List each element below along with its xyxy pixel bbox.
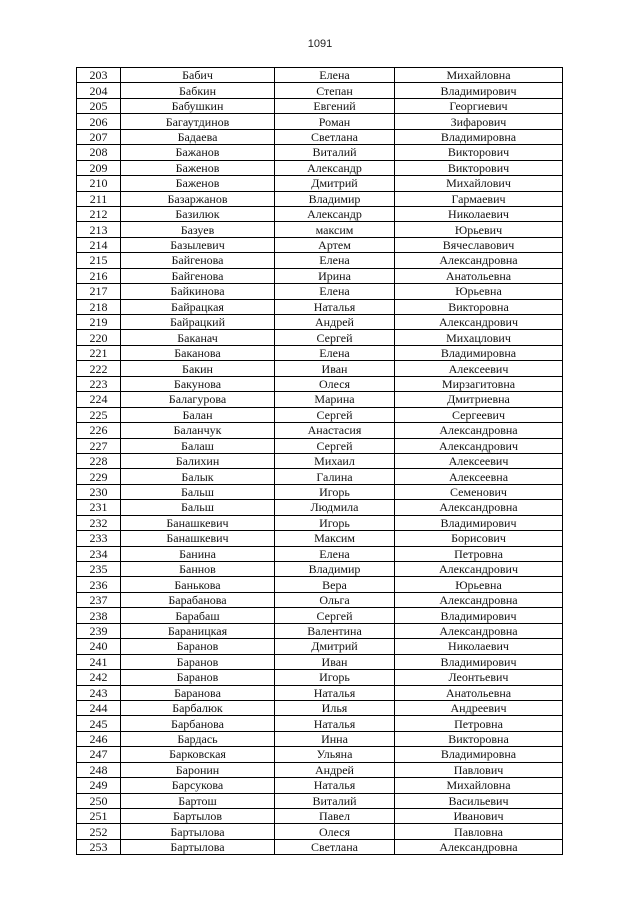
row-number-cell: 207 xyxy=(77,129,121,144)
patronymic-cell: Алексеевна xyxy=(395,469,563,484)
table-row xyxy=(77,253,563,268)
patronymic-cell: Владимировна xyxy=(395,345,563,360)
patronymic-cell: Владимирович xyxy=(395,608,563,623)
first-name-cell: Владимир xyxy=(275,191,395,206)
patronymic-cell: Дмитриевна xyxy=(395,392,563,407)
last-name-cell: Базуев xyxy=(121,222,275,237)
last-name-cell: Баранов xyxy=(121,670,275,685)
last-name-cell: Бабич xyxy=(121,68,275,83)
row-number-cell: 235 xyxy=(77,562,121,577)
last-name-cell: Бакунова xyxy=(121,376,275,391)
last-name-cell: Барабаш xyxy=(121,608,275,623)
first-name-cell: Сергей xyxy=(275,608,395,623)
first-name-cell: Ирина xyxy=(275,268,395,283)
table-row xyxy=(77,453,563,468)
patronymic-cell: Георгиевич xyxy=(395,98,563,113)
row-number-cell: 238 xyxy=(77,608,121,623)
last-name-cell: Бадаева xyxy=(121,129,275,144)
last-name-cell: Бартош xyxy=(121,793,275,808)
first-name-cell: Сергей xyxy=(275,438,395,453)
row-number-cell: 243 xyxy=(77,685,121,700)
patronymic-cell: Александровна xyxy=(395,623,563,638)
last-name-cell: Бардась xyxy=(121,731,275,746)
row-number-cell: 240 xyxy=(77,639,121,654)
last-name-cell: Банькова xyxy=(121,577,275,592)
first-name-cell: Степан xyxy=(275,83,395,98)
last-name-cell: Банашкевич xyxy=(121,531,275,546)
row-number-cell: 250 xyxy=(77,793,121,808)
table-row xyxy=(77,284,563,299)
first-name-cell: Игорь xyxy=(275,484,395,499)
row-number-cell: 214 xyxy=(77,237,121,252)
table-row xyxy=(77,98,563,113)
last-name-cell: Байрацкий xyxy=(121,315,275,330)
first-name-cell: Людмила xyxy=(275,500,395,515)
row-number-cell: 228 xyxy=(77,453,121,468)
last-name-cell: Балаш xyxy=(121,438,275,453)
table-row xyxy=(77,299,563,314)
patronymic-cell: Александровна xyxy=(395,253,563,268)
row-number-cell: 203 xyxy=(77,68,121,83)
row-number-cell: 227 xyxy=(77,438,121,453)
first-name-cell: Илья xyxy=(275,700,395,715)
first-name-cell: Михаил xyxy=(275,453,395,468)
patronymic-cell: Анатольевна xyxy=(395,268,563,283)
patronymic-cell: Николаевич xyxy=(395,206,563,221)
row-number-cell: 209 xyxy=(77,160,121,175)
table-row xyxy=(77,685,563,700)
table-row xyxy=(77,268,563,283)
table-row xyxy=(77,639,563,654)
last-name-cell: Баронин xyxy=(121,762,275,777)
patronymic-cell: Александрович xyxy=(395,438,563,453)
first-name-cell: Светлана xyxy=(275,129,395,144)
last-name-cell: Байгенова xyxy=(121,268,275,283)
first-name-cell: Валентина xyxy=(275,623,395,638)
patronymic-cell: Андреевич xyxy=(395,700,563,715)
last-name-cell: Багаутдинов xyxy=(121,114,275,129)
last-name-cell: Базаржанов xyxy=(121,191,275,206)
patronymic-cell: Гармаевич xyxy=(395,191,563,206)
patronymic-cell: Викторовна xyxy=(395,299,563,314)
row-number-cell: 221 xyxy=(77,345,121,360)
patronymic-cell: Вячеславович xyxy=(395,237,563,252)
row-number-cell: 229 xyxy=(77,469,121,484)
row-number-cell: 223 xyxy=(77,376,121,391)
last-name-cell: Бальш xyxy=(121,500,275,515)
table-row xyxy=(77,515,563,530)
table-row xyxy=(77,392,563,407)
row-number-cell: 224 xyxy=(77,392,121,407)
patronymic-cell: Анатольевна xyxy=(395,685,563,700)
patronymic-cell: Владимировна xyxy=(395,747,563,762)
first-name-cell: Иван xyxy=(275,654,395,669)
last-name-cell: Бальш xyxy=(121,484,275,499)
patronymic-cell: Иванович xyxy=(395,809,563,824)
first-name-cell: максим xyxy=(275,222,395,237)
row-number-cell: 208 xyxy=(77,145,121,160)
last-name-cell: Байкинова xyxy=(121,284,275,299)
first-name-cell: Дмитрий xyxy=(275,639,395,654)
table-row xyxy=(77,824,563,839)
last-name-cell: Барбанова xyxy=(121,716,275,731)
table-row xyxy=(77,129,563,144)
table-row xyxy=(77,716,563,731)
first-name-cell: Елена xyxy=(275,345,395,360)
row-number-cell: 211 xyxy=(77,191,121,206)
last-name-cell: Барбалюк xyxy=(121,700,275,715)
first-name-cell: Олеся xyxy=(275,824,395,839)
patronymic-cell: Борисович xyxy=(395,531,563,546)
row-number-cell: 249 xyxy=(77,778,121,793)
first-name-cell: Дмитрий xyxy=(275,176,395,191)
first-name-cell: Андрей xyxy=(275,762,395,777)
row-number-cell: 247 xyxy=(77,747,121,762)
patronymic-cell: Семенович xyxy=(395,484,563,499)
first-name-cell: Виталий xyxy=(275,145,395,160)
table-row xyxy=(77,778,563,793)
row-number-cell: 213 xyxy=(77,222,121,237)
patronymic-cell: Мирзагитовна xyxy=(395,376,563,391)
table-row xyxy=(77,809,563,824)
name-list-body xyxy=(77,68,563,855)
first-name-cell: Елена xyxy=(275,284,395,299)
table-row xyxy=(77,654,563,669)
row-number-cell: 237 xyxy=(77,592,121,607)
row-number-cell: 253 xyxy=(77,839,121,854)
table-row xyxy=(77,793,563,808)
patronymic-cell: Викторович xyxy=(395,160,563,175)
last-name-cell: Балагурова xyxy=(121,392,275,407)
row-number-cell: 236 xyxy=(77,577,121,592)
last-name-cell: Базилюк xyxy=(121,206,275,221)
last-name-cell: Бартылова xyxy=(121,839,275,854)
table-row xyxy=(77,68,563,83)
patronymic-cell: Петровна xyxy=(395,716,563,731)
patronymic-cell: Михайлович xyxy=(395,176,563,191)
table-row xyxy=(77,531,563,546)
last-name-cell: Барабанова xyxy=(121,592,275,607)
patronymic-cell: Павлович xyxy=(395,762,563,777)
first-name-cell: Александр xyxy=(275,206,395,221)
row-number-cell: 217 xyxy=(77,284,121,299)
table-row xyxy=(77,700,563,715)
first-name-cell: Елена xyxy=(275,546,395,561)
last-name-cell: Балан xyxy=(121,407,275,422)
row-number-cell: 219 xyxy=(77,315,121,330)
last-name-cell: Баланчук xyxy=(121,423,275,438)
row-number-cell: 225 xyxy=(77,407,121,422)
first-name-cell: Галина xyxy=(275,469,395,484)
table-row xyxy=(77,839,563,854)
first-name-cell: Наталья xyxy=(275,299,395,314)
first-name-cell: Ульяна xyxy=(275,747,395,762)
patronymic-cell: Александровна xyxy=(395,423,563,438)
first-name-cell: Иван xyxy=(275,361,395,376)
first-name-cell: Сергей xyxy=(275,330,395,345)
last-name-cell: Банашкевич xyxy=(121,515,275,530)
last-name-cell: Баранова xyxy=(121,685,275,700)
table-row xyxy=(77,222,563,237)
table-row xyxy=(77,623,563,638)
table-row xyxy=(77,500,563,515)
row-number-cell: 212 xyxy=(77,206,121,221)
table-row xyxy=(77,670,563,685)
first-name-cell: Вера xyxy=(275,577,395,592)
page-number: 1091 xyxy=(307,38,333,50)
row-number-cell: 210 xyxy=(77,176,121,191)
first-name-cell: Андрей xyxy=(275,315,395,330)
last-name-cell: Баженов xyxy=(121,160,275,175)
first-name-cell: Павел xyxy=(275,809,395,824)
last-name-cell: Бажанов xyxy=(121,145,275,160)
row-number-cell: 233 xyxy=(77,531,121,546)
first-name-cell: Игорь xyxy=(275,515,395,530)
patronymic-cell: Александрович xyxy=(395,562,563,577)
last-name-cell: Баженов xyxy=(121,176,275,191)
row-number-cell: 241 xyxy=(77,654,121,669)
patronymic-cell: Васильевич xyxy=(395,793,563,808)
row-number-cell: 226 xyxy=(77,423,121,438)
last-name-cell: Баканач xyxy=(121,330,275,345)
patronymic-cell: Алексеевич xyxy=(395,453,563,468)
last-name-cell: Баранов xyxy=(121,639,275,654)
first-name-cell: Елена xyxy=(275,253,395,268)
table-row xyxy=(77,237,563,252)
last-name-cell: Бараницкая xyxy=(121,623,275,638)
last-name-cell: Бабкин xyxy=(121,83,275,98)
table-row xyxy=(77,592,563,607)
first-name-cell: Роман xyxy=(275,114,395,129)
row-number-cell: 222 xyxy=(77,361,121,376)
row-number-cell: 204 xyxy=(77,83,121,98)
table-row xyxy=(77,423,563,438)
first-name-cell: Александр xyxy=(275,160,395,175)
first-name-cell: Евгений xyxy=(275,98,395,113)
table-row xyxy=(77,83,563,98)
table-row xyxy=(77,469,563,484)
row-number-cell: 232 xyxy=(77,515,121,530)
row-number-cell: 245 xyxy=(77,716,121,731)
patronymic-cell: Юрьевна xyxy=(395,284,563,299)
row-number-cell: 248 xyxy=(77,762,121,777)
row-number-cell: 242 xyxy=(77,670,121,685)
table-row xyxy=(77,484,563,499)
first-name-cell: Марина xyxy=(275,392,395,407)
patronymic-cell: Зифарович xyxy=(395,114,563,129)
table-row xyxy=(77,176,563,191)
patronymic-cell: Николаевич xyxy=(395,639,563,654)
table-row xyxy=(77,191,563,206)
table-row xyxy=(77,206,563,221)
first-name-cell: Светлана xyxy=(275,839,395,854)
patronymic-cell: Петровна xyxy=(395,546,563,561)
patronymic-cell: Владимирович xyxy=(395,83,563,98)
last-name-cell: Барковская xyxy=(121,747,275,762)
row-number-cell: 231 xyxy=(77,500,121,515)
last-name-cell: Байрацкая xyxy=(121,299,275,314)
last-name-cell: Баканова xyxy=(121,345,275,360)
patronymic-cell: Павловна xyxy=(395,824,563,839)
last-name-cell: Бартылов xyxy=(121,809,275,824)
row-number-cell: 252 xyxy=(77,824,121,839)
first-name-cell: Наталья xyxy=(275,685,395,700)
table-row xyxy=(77,438,563,453)
last-name-cell: Баннов xyxy=(121,562,275,577)
table-row xyxy=(77,562,563,577)
first-name-cell: Олеся xyxy=(275,376,395,391)
last-name-cell: Базылевич xyxy=(121,237,275,252)
first-name-cell: Елена xyxy=(275,68,395,83)
patronymic-cell: Сергеевич xyxy=(395,407,563,422)
table-row xyxy=(77,546,563,561)
patronymic-cell: Владимирович xyxy=(395,654,563,669)
last-name-cell: Бакин xyxy=(121,361,275,376)
patronymic-cell: Юрьевна xyxy=(395,577,563,592)
last-name-cell: Баранов xyxy=(121,654,275,669)
row-number-cell: 215 xyxy=(77,253,121,268)
last-name-cell: Бартылова xyxy=(121,824,275,839)
row-number-cell: 205 xyxy=(77,98,121,113)
table-row xyxy=(77,345,563,360)
patronymic-cell: Александровна xyxy=(395,839,563,854)
first-name-cell: Наталья xyxy=(275,716,395,731)
row-number-cell: 244 xyxy=(77,700,121,715)
patronymic-cell: Михайловна xyxy=(395,778,563,793)
table-row xyxy=(77,160,563,175)
patronymic-cell: Михацлович xyxy=(395,330,563,345)
table-row xyxy=(77,315,563,330)
patronymic-cell: Викторович xyxy=(395,145,563,160)
patronymic-cell: Викторовна xyxy=(395,731,563,746)
table-row xyxy=(77,762,563,777)
patronymic-cell: Владимирович xyxy=(395,515,563,530)
table-row xyxy=(77,330,563,345)
first-name-cell: Виталий xyxy=(275,793,395,808)
table-row xyxy=(77,376,563,391)
row-number-cell: 251 xyxy=(77,809,121,824)
table-row xyxy=(77,577,563,592)
first-name-cell: Инна xyxy=(275,731,395,746)
patronymic-cell: Александровна xyxy=(395,592,563,607)
table-row xyxy=(77,407,563,422)
first-name-cell: Наталья xyxy=(275,778,395,793)
patronymic-cell: Леонтьевич xyxy=(395,670,563,685)
row-number-cell: 230 xyxy=(77,484,121,499)
table-row xyxy=(77,361,563,376)
table-row xyxy=(77,608,563,623)
first-name-cell: Игорь xyxy=(275,670,395,685)
row-number-cell: 246 xyxy=(77,731,121,746)
row-number-cell: 216 xyxy=(77,268,121,283)
last-name-cell: Барсукова xyxy=(121,778,275,793)
patronymic-cell: Александрович xyxy=(395,315,563,330)
patronymic-cell: Александровна xyxy=(395,500,563,515)
row-number-cell: 239 xyxy=(77,623,121,638)
last-name-cell: Байгенова xyxy=(121,253,275,268)
last-name-cell: Бабушкин xyxy=(121,98,275,113)
table-row xyxy=(77,145,563,160)
table-row xyxy=(77,747,563,762)
table-row xyxy=(77,731,563,746)
row-number-cell: 234 xyxy=(77,546,121,561)
last-name-cell: Балык xyxy=(121,469,275,484)
patronymic-cell: Алексеевич xyxy=(395,361,563,376)
first-name-cell: Анастасия xyxy=(275,423,395,438)
first-name-cell: Ольга xyxy=(275,592,395,607)
first-name-cell: Максим xyxy=(275,531,395,546)
first-name-cell: Артем xyxy=(275,237,395,252)
first-name-cell: Владимир xyxy=(275,562,395,577)
patronymic-cell: Михайловна xyxy=(395,68,563,83)
table-row xyxy=(77,114,563,129)
row-number-cell: 206 xyxy=(77,114,121,129)
patronymic-cell: Владимировна xyxy=(395,129,563,144)
name-list-table xyxy=(76,67,563,855)
last-name-cell: Банина xyxy=(121,546,275,561)
row-number-cell: 220 xyxy=(77,330,121,345)
last-name-cell: Балихин xyxy=(121,453,275,468)
row-number-cell: 218 xyxy=(77,299,121,314)
patronymic-cell: Юрьевич xyxy=(395,222,563,237)
first-name-cell: Сергей xyxy=(275,407,395,422)
